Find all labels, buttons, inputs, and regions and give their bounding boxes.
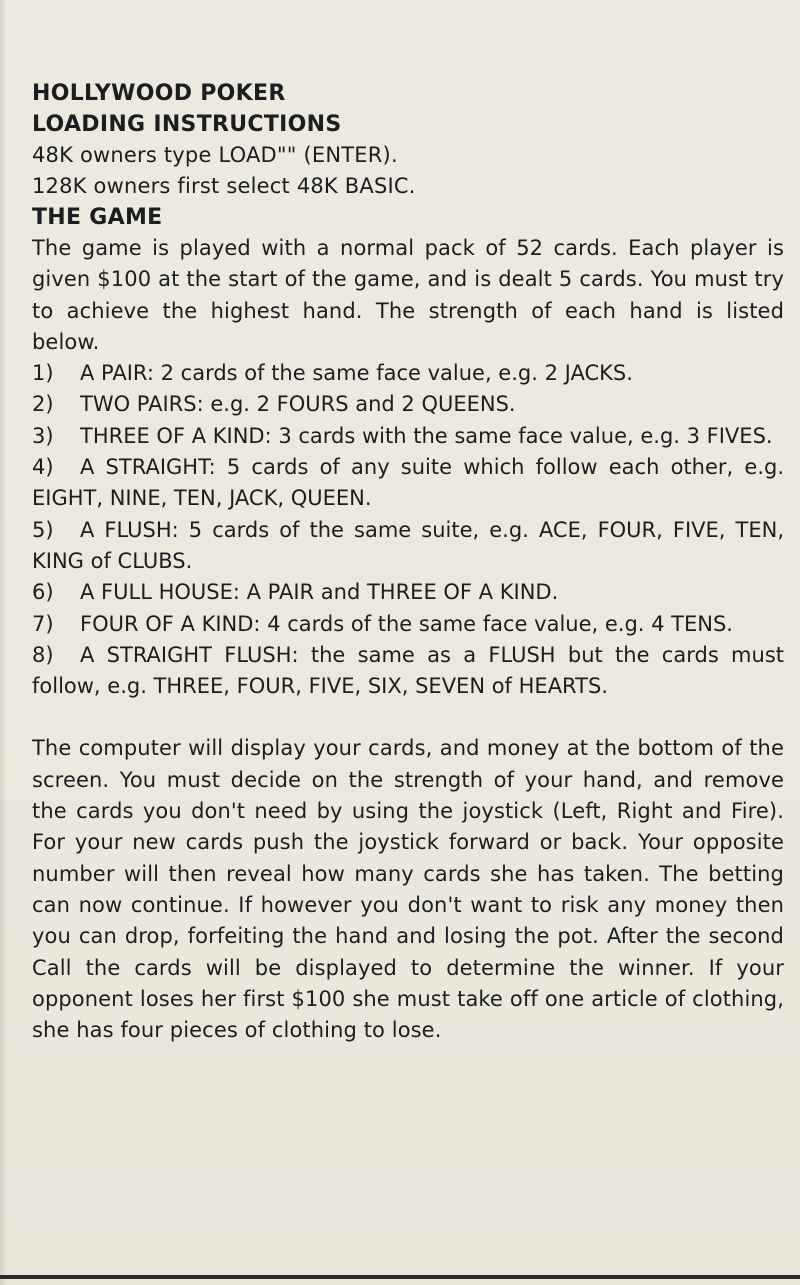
hand-rank-item — [32, 515, 784, 578]
loading-line-128k: 128K owners first select 48K BASIC. — [32, 174, 416, 198]
game-title: HOLLYWOOD POKER — [32, 81, 286, 106]
the-game-heading: THE GAME — [32, 205, 163, 230]
hand-rankings-list — [32, 358, 784, 702]
hand-rank-text: A PAIR: 2 cards of the same face value, e.g. 2 JACKS. — [80, 361, 633, 386]
hand-rank-item — [32, 452, 784, 515]
hand-rank-text: A FLUSH: 5 cards of the same suite, e.g. ACE, FOUR, FIVE, TEN, KING of CLUBS. — [32, 517, 784, 573]
hand-rank-text: A STRAIGHT: 5 cards of any suite which follow each other, e.g. EIGHT, NINE, TEN, JACK, QUEEN. — [32, 455, 784, 511]
hand-rank-number: 4) — [32, 455, 54, 480]
instructions-text-block — [32, 78, 784, 1046]
hand-rank-item — [32, 421, 784, 452]
hand-rank-text: FOUR OF A KIND: 4 cards of the same face value, e.g. 4 TENS. — [80, 611, 733, 636]
paragraph-spacer — [32, 702, 784, 733]
hand-rank-number: 2) — [32, 392, 54, 417]
hand-rank-text: TWO PAIRS: e.g. 2 FOURS and 2 QUEENS. — [80, 392, 516, 417]
hand-rank-number: 7) — [32, 611, 54, 636]
loading-line-48k: 48K owners type LOAD"" (ENTER). — [32, 143, 398, 167]
hand-rank-text: THREE OF A KIND: 3 cards with the same face value, e.g. 3 FIVES. — [80, 423, 773, 448]
hand-rank-number: 3) — [32, 423, 54, 448]
hand-rank-number: 1) — [32, 361, 54, 386]
hand-rank-number: 6) — [32, 580, 54, 605]
hand-rank-item — [32, 358, 784, 389]
hand-rank-number: 8) — [32, 642, 54, 667]
game-intro-paragraph: The game is played with a normal pack of 52 cards. Each player is given $100 at the start of the game, and is dealt 5 cards. You must try to achieve the highest hand. The strength of each hand is listed below. — [32, 236, 784, 354]
hand-rank-text: A FULL HOUSE: A PAIR and THREE OF A KIND. — [80, 580, 559, 605]
gameplay-details-paragraph: The computer will display your cards, and money at the bottom of the screen. You must decide on the strength of your hand, and remove the cards you don't need by using the joystick (Left, Right and Fire). For your new cards push the joystick forward or back. Your opposite number will then reveal how many cards she has taken. The betting can now continue. If however you don't want to risk any money then you can drop, forfeiting the hand and losing the pot. After the second Call the cards will be displayed to determine the winner. If your opponent loses her first $100 she must take off one article of clothing, she has four pieces of clothing to lose. — [32, 736, 784, 1043]
hand-rank-item — [32, 640, 784, 703]
hand-rank-item — [32, 577, 784, 608]
hand-rank-item — [32, 609, 784, 640]
loading-instructions-heading: LOADING INSTRUCTIONS — [32, 112, 342, 137]
hand-rank-text: A STRAIGHT FLUSH: the same as a FLUSH but the cards must follow, e.g. THREE, FOUR, FIVE, SIX, SEVEN of HEARTS. — [32, 642, 784, 699]
hand-rank-number: 5) — [32, 517, 54, 542]
bottom-border-line — [0, 1275, 800, 1279]
page-edge-shadow — [0, 0, 6, 1285]
hand-rank-item — [32, 389, 784, 420]
